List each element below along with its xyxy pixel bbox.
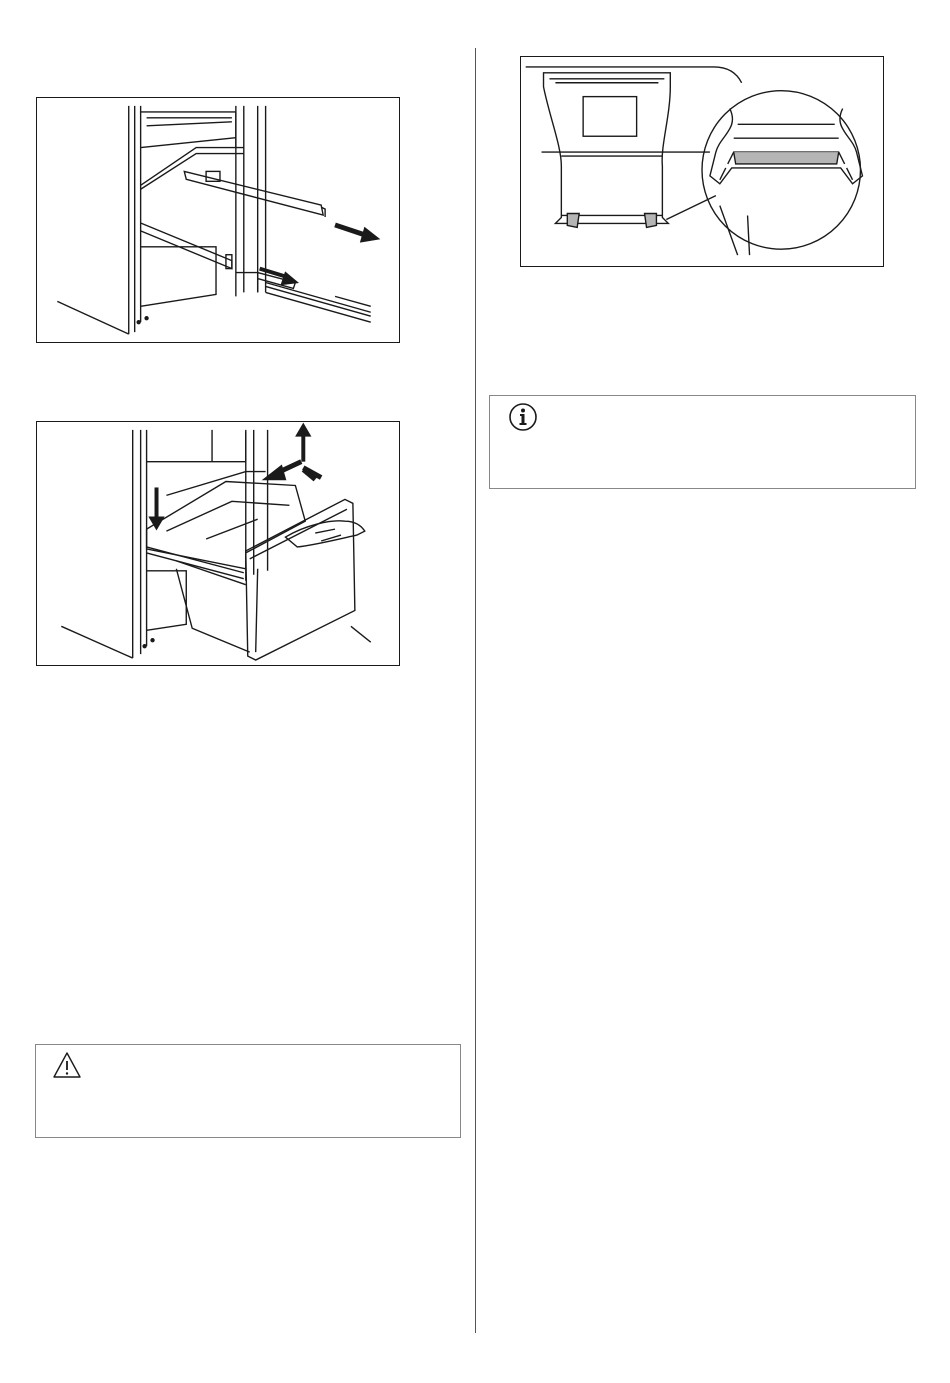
warning-triangle-icon (52, 1051, 82, 1079)
figure-drawer-insertion (36, 421, 400, 666)
column-divider (475, 48, 476, 1333)
figure-drawer-detail (520, 56, 884, 267)
warning-notice (35, 1044, 461, 1138)
shelf-rails-removal-illustration (37, 98, 399, 342)
info-icon (508, 402, 538, 432)
info-notice (489, 395, 916, 489)
drawer-insertion-illustration (37, 422, 399, 665)
drawer-front-detail-illustration (521, 57, 883, 266)
figure-rails-removal (36, 97, 400, 343)
